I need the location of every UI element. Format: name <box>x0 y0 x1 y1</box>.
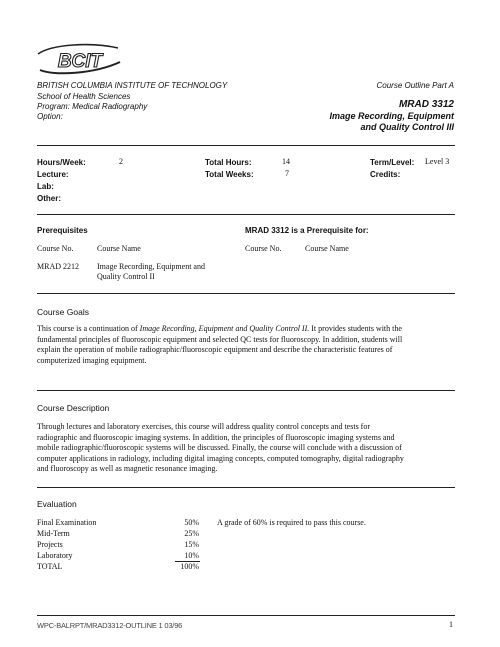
prereq-for-col-course-name: Course Name <box>305 244 349 253</box>
evaluation-pct: 15% <box>184 540 199 549</box>
description-line3: mobile radiographic/fluoroscopic systems will be discussed. Finally, the course will conclude with a discussion of <box>37 443 402 452</box>
course-code: MRAD 3312 <box>398 99 454 110</box>
course-goals-text <box>37 324 455 366</box>
passing-grade-note: A grade of 60% is required to pass this course. <box>217 518 366 527</box>
total-hours-label: Total Hours: <box>205 158 252 167</box>
goals-line1-em: Image Recording, Equipment and Quality Control II. <box>139 324 310 333</box>
total-weeks-value: 7 <box>285 169 289 178</box>
prereq-row-course-no: MRAD 2212 <box>37 262 80 271</box>
evaluation-label: Projects <box>37 540 63 549</box>
option-label: Option: <box>37 112 63 121</box>
course-title-line1: Image Recording, Equipment <box>329 111 454 121</box>
goals-line2: fundamental principles of fluoroscopic equipment and selected QC tests for fluoroscopy. In addition, students will <box>37 334 403 344</box>
course-title-line2: and Quality Control III <box>360 122 454 132</box>
lecture-label: Lecture: <box>37 170 69 179</box>
evaluation-label: TOTAL <box>37 562 63 571</box>
term-level-value: Level 3 <box>425 157 450 166</box>
evaluation-row <box>37 529 207 540</box>
divider-goals <box>37 390 455 391</box>
prereq-col-course-no: Course No. <box>37 244 74 253</box>
school-name: School of Health Sciences <box>37 92 131 101</box>
course-description-title: Course Description <box>37 403 110 413</box>
description-line1: Through lectures and laboratory exercises, this course will address quality control concepts and tests for <box>37 422 371 431</box>
bcit-logo-swoosh <box>34 40 126 78</box>
prerequisite-for-title: MRAD 3312 is a Prerequisite for: <box>245 226 369 235</box>
divider-hours <box>37 214 455 215</box>
page-number: 1 <box>449 620 453 629</box>
goals-line3: explain the operation of mobile radiographic/fluoroscopic equipment and describe the characteristic features of <box>37 345 393 354</box>
credits-label: Credits: <box>370 170 401 179</box>
hours-week-value: 2 <box>119 157 123 166</box>
bcit-logo-text: BCIT <box>57 51 103 72</box>
description-line2: radiographic and fluoroscopic imaging systems. In addition, the principles of fluoroscopic imaging systems and <box>37 432 395 442</box>
goals-line1-post: It provides students with the <box>309 324 402 333</box>
evaluation-pct: 50% <box>184 518 199 527</box>
divider-prereq <box>37 293 455 294</box>
course-goals-title: Course Goals <box>37 307 89 317</box>
evaluation-pct: 25% <box>184 529 199 538</box>
evaluation-label: Laboratory <box>37 551 73 560</box>
lab-label: Lab: <box>37 182 54 191</box>
prereq-row-course-name-line1: Image Recording, Equipment and <box>97 262 205 271</box>
evaluation-row <box>37 540 207 551</box>
evaluation-pct: 100% <box>180 562 199 571</box>
goals-line4: computerized imaging equipment. <box>37 355 147 365</box>
prereq-for-col-course-no: Course No. <box>245 244 282 253</box>
term-level-label: Term/Level: <box>370 158 415 167</box>
other-label: Other: <box>37 194 61 203</box>
prereq-row-course-name-line2: Quality Control II <box>97 272 155 281</box>
evaluation-title: Evaluation <box>37 499 77 509</box>
description-line5: and fluoroscopy as well as magnetic resonance imaging. <box>37 464 218 473</box>
program-name: Program: Medical Radiography <box>37 102 148 111</box>
prerequisites-title: Prerequisites <box>37 226 88 235</box>
divider-footer <box>37 615 455 616</box>
total-weeks-label: Total Weeks: <box>205 170 254 179</box>
description-line4: computer applications in radiology, including digital imaging concepts, computed tomography, digital radiography <box>37 453 404 463</box>
evaluation-pct: 10% <box>184 551 199 560</box>
hours-week-label: Hours/Week: <box>37 158 86 167</box>
total-hours-value: 14 <box>282 157 290 166</box>
evaluation-label: Mid-Term <box>37 529 70 538</box>
evaluation-label: Final Examination <box>37 518 97 527</box>
divider-description <box>37 487 455 488</box>
evaluation-row <box>37 518 207 529</box>
evaluation-row-total <box>37 562 207 573</box>
divider-top <box>37 145 455 146</box>
footer-code: WPC-BALRPT/MRAD3312-OUTLINE 1 03/96 <box>37 621 183 630</box>
institute-name: BRITISH COLUMBIA INSTITUTE OF TECHNOLOGY <box>37 81 228 90</box>
prereq-col-course-name: Course Name <box>97 244 141 253</box>
outline-label: Course Outline Part A <box>376 81 454 90</box>
course-description-text <box>37 422 455 475</box>
bcit-logo <box>34 40 126 78</box>
goals-line1-pre: This course is a continuation of <box>37 324 140 333</box>
